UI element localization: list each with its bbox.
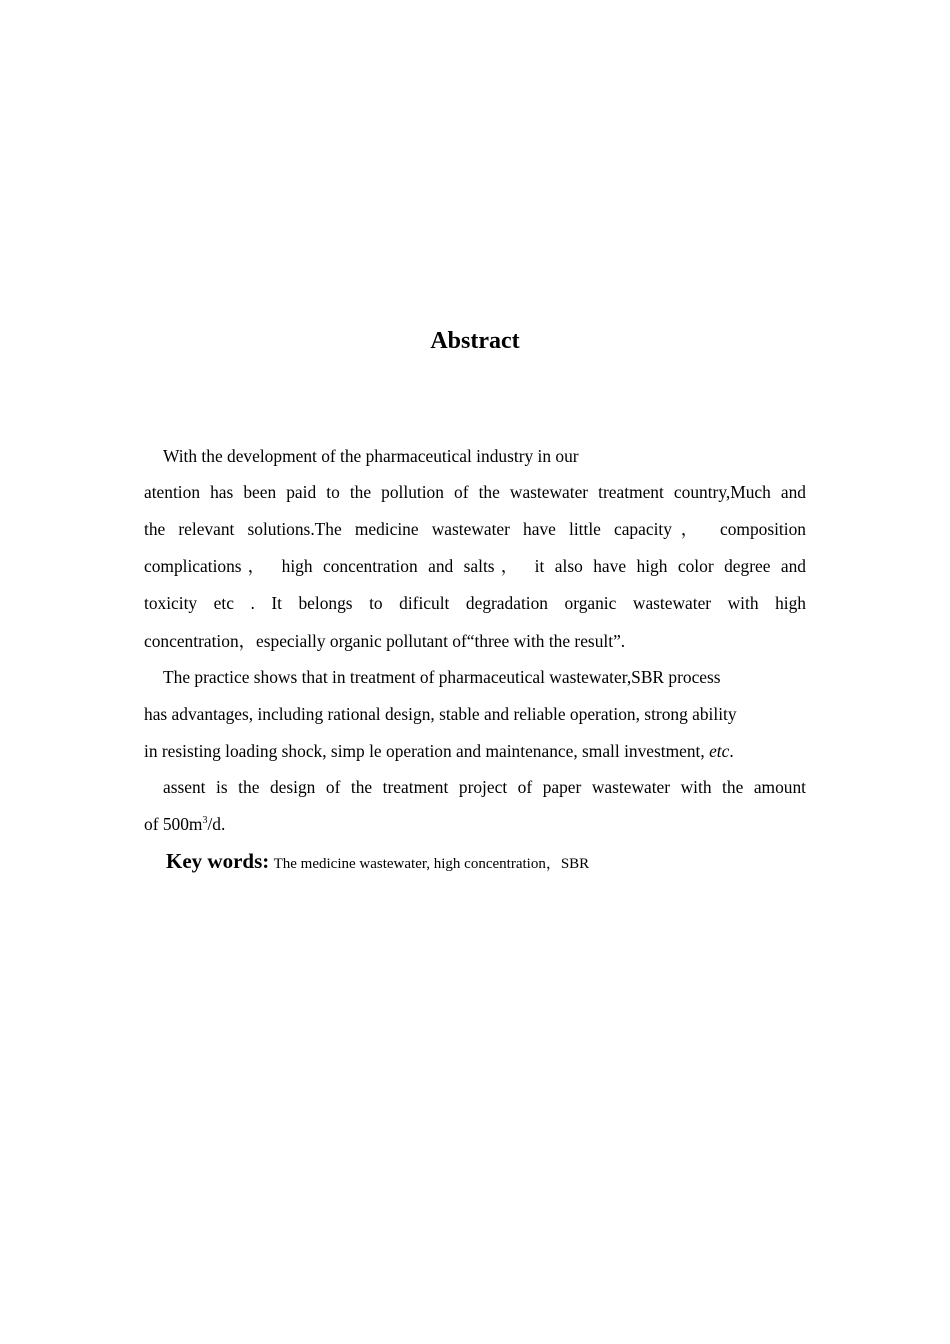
paragraph-3-line-1: assent is the design of the treatment project of paper wastewater with the amount [163,777,806,797]
paragraph-1-line-5: toxicity etc . It belongs to dificult degradation organic wastewater with high [144,593,806,613]
paragraph-2-line-3-end: . [729,741,734,761]
keywords-line [166,848,806,877]
paragraph-3-line-2-prefix: of 500m [144,814,203,834]
paragraph-2-line-3 [144,739,806,763]
paragraph-2-line-3-italic: etc [709,741,730,761]
paragraph-2-line-2: has advantages, including rational design, stable and reliable operation, strong ability [144,704,737,724]
superscript-3: 3 [202,815,208,826]
abstract-title: Abstract [430,328,520,354]
paragraph-1-line-4: complications， high concentration and salts， it also have high color degree and [144,556,806,576]
paragraph-1-line-6: concentration，especially organic pollutant of“three with the result”. [144,631,626,651]
paragraph-3-line-2 [144,812,806,836]
keywords-text: The medicine wastewater, high concentration，SBR [273,856,590,872]
paragraph-1-line-3: the relevant solutions.The medicine wastewater have little capacity， composition [144,519,806,539]
paragraph-2-line-1: The practice shows that in treatment of pharmaceutical wastewater,SBR process [163,667,721,687]
paragraph-3-line-2-suffix: /d. [207,814,226,834]
paragraph-1-line-2: atention has been paid to the pollution of the wastewater treatment country,Much and [144,482,806,502]
paragraph-1-line-1: With the development of the pharmaceutical industry in our [163,446,579,466]
paragraph-2-line-3-text: in resisting loading shock, simp le operation and maintenance, small investment, [144,741,710,761]
keywords-label: Key words: [166,849,270,873]
